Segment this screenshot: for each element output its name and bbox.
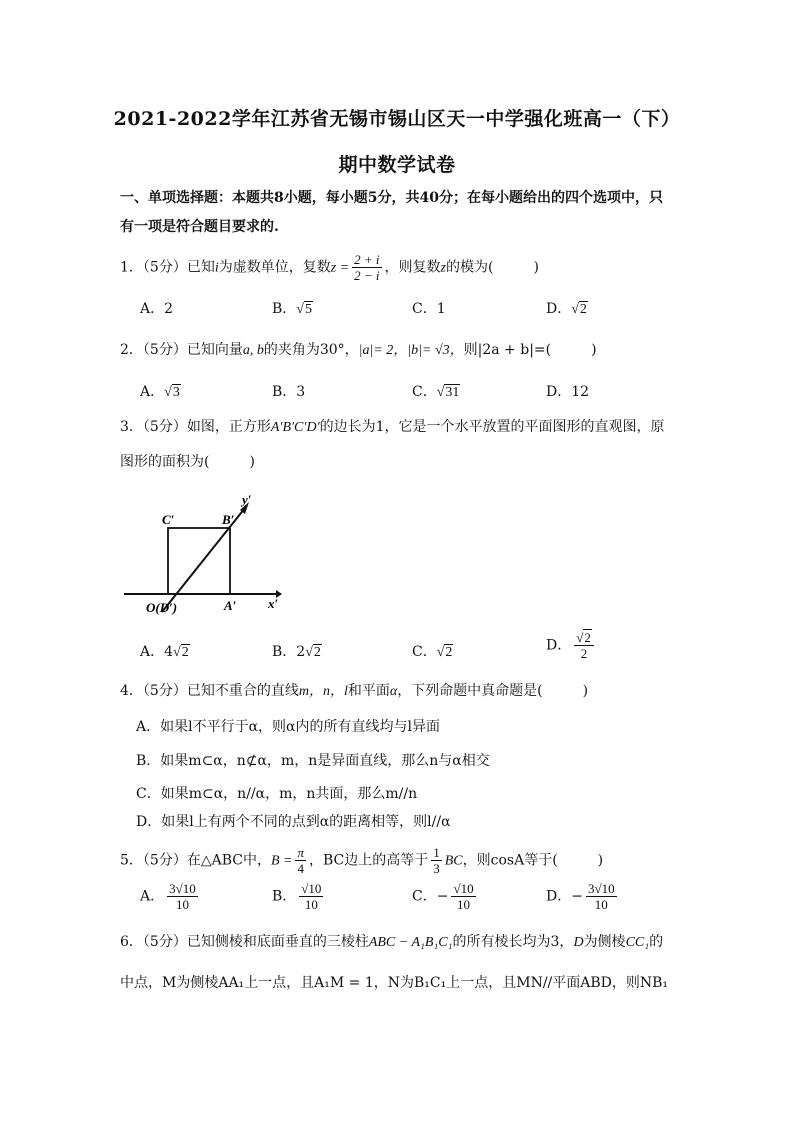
label-o: O(D′)	[146, 600, 178, 615]
q1-suffix: 的模为(	[445, 259, 494, 276]
q2-vectors: a, b	[242, 343, 264, 358]
q3-option-b: B．2√2	[272, 644, 321, 660]
question-3-line1: 3．（5分）如图，正方形A′B′C′D′的边长为1，它是一个水平放置的平面图形的直观图，原	[120, 419, 665, 435]
q2-ask: 则|2a + b|=(	[463, 342, 552, 358]
label-c: C′	[162, 512, 175, 527]
q1-option-a: A．2	[140, 301, 174, 317]
q1-option-b: B．√5	[272, 301, 312, 317]
q2-norm-b: |b|= √3，	[407, 343, 464, 358]
q1-var-i: i	[214, 260, 219, 276]
q2-option-a: A．√3	[140, 384, 180, 400]
label-y: y′	[242, 492, 252, 507]
q1-prefix: 1．（5分）已知	[120, 259, 215, 276]
q5-option-c: C．− $\frac{√10}{10}$	[412, 881, 474, 912]
q1-mid1: 为虚数单位，复数	[218, 259, 331, 276]
q1-zeq: z =	[330, 260, 350, 276]
q2-option-b: B．3	[272, 384, 306, 400]
q4-option-a: A．如果l不平行于α，则α内的所有直线均与l异面	[136, 719, 440, 735]
question-6-line1: 6．（5分）已知侧棱和底面垂直的三棱柱ABC − A₁B₁C₁的所有棱长均为3，D为侧棱CC₁的	[120, 934, 664, 950]
q2-option-d: D．12	[546, 384, 590, 400]
q3-option-a: A．4√2	[140, 644, 189, 660]
question-6-line2: 中点，M为侧棱AA₁上一点，且A₁M = 1，N为B₁C₁上一点，且MN//平面ABD，则NB₁	[120, 975, 669, 991]
label-a: A′	[224, 598, 237, 613]
section-heading-line2: 有一项是符合题目要求的.	[120, 219, 279, 235]
q4-option-d: D．如果l上有两个不同的点到α的距离相等，则l//α	[136, 814, 451, 830]
q1-fraction	[352, 252, 381, 283]
q3-option-d: D． $\frac{√2}{2}$	[546, 630, 597, 661]
q1-numerator: 2 + i	[354, 252, 380, 267]
label-x: x′	[268, 596, 279, 611]
q2-option-c: C．√31	[412, 384, 460, 400]
q1-mid2: ，则复数	[384, 259, 441, 276]
q1-var-z: z	[440, 260, 446, 276]
q1-option-c: C．1	[412, 301, 446, 317]
question-1-stem	[120, 252, 539, 283]
q1-close: )	[533, 259, 539, 276]
exam-title-line1: 2021-2022学年江苏省无锡市锡山区天一中学强化班高一（下）	[113, 108, 681, 130]
question-3-line2: 图形的面积为( )	[120, 454, 255, 470]
q4-option-b: B．如果m⊂α，n⊄α，m，n是异面直线，那么n与α相交	[136, 753, 490, 769]
q2-norm-a: |a|= 2，	[358, 343, 408, 358]
q1-option-d: D．√2	[546, 301, 587, 317]
label-b: B′	[222, 512, 235, 527]
q3-square: A′B′C′D′	[270, 420, 320, 435]
question-4-stem: 4．（5分）已知不重合的直线m，n，l和平面α，下列命题中真命题是( )	[120, 683, 589, 699]
q3-figure	[118, 488, 288, 618]
q5-option-b: B． $\frac{√10}{10}$	[272, 881, 322, 912]
q5-option-d: D．− $\frac{3√10}{10}$	[546, 881, 615, 912]
q1-denominator: 2 − i	[354, 268, 380, 283]
exam-title-line2: 期中数学试卷	[338, 154, 456, 176]
q3-option-c: C．√2	[412, 644, 453, 660]
question-2-stem: 2．（5分）已知向量a, b的夹角为30°，|a|= 2，|b|= √3，则|2a + b|=( )	[120, 342, 597, 358]
q4-option-c: C．如果m⊂α，n//α，m，n共面，那么m//n	[136, 786, 418, 802]
section-heading-line1: 一、单项选择题：本题共8小题，每小题5分，共40分；在每小题给出的四个选项中，只	[120, 190, 663, 206]
q5-option-a: A． $\frac{3√10}{10}$	[140, 881, 196, 912]
question-5-stem: 5．（5分）在△ABC中，B = $\frac{\pi}{4}$ ，BC边上的高等于 $\frac{1}{3}$ BC，则cosA等于( )	[120, 845, 604, 876]
